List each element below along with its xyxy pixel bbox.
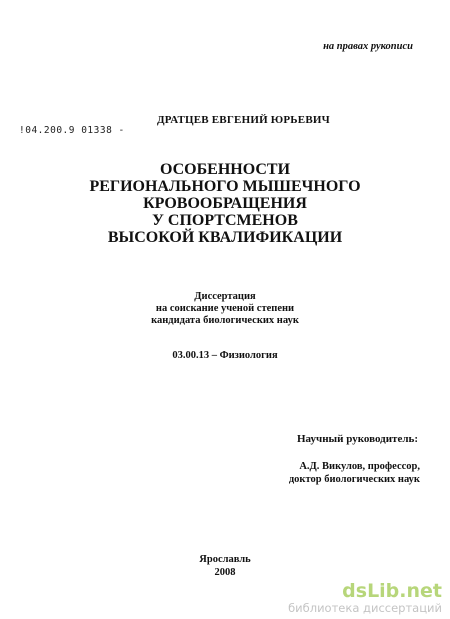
supervisor-label: Научный руководитель:	[297, 433, 418, 445]
title-line: ОСОБЕННОСТИ	[159, 161, 291, 178]
city: Ярославль	[199, 554, 251, 565]
title-line: ВЫСОКОЙ КВАЛИФИКАЦИИ	[107, 229, 343, 246]
watermark-subtitle: библиотека диссертаций	[288, 601, 442, 615]
library-code-stamp: !04.200.9 01338 -	[19, 125, 125, 136]
watermark-logo: dsLib.net	[342, 580, 442, 602]
supervisor-name: А.Д. Викулов, профессор,	[299, 461, 420, 472]
watermark	[288, 581, 442, 615]
title-line: РЕГИОНАЛЬНОГО МЫШЕЧНОГО	[89, 178, 361, 195]
author-name: ДРАТЦЕВ ЕВГЕНИЙ ЮРЬЕВИЧ	[157, 114, 330, 126]
dissertation-line: кандидата биологических наук	[151, 315, 299, 326]
supervisor-info	[0, 460, 420, 486]
dissertation-line: Диссертация	[194, 291, 256, 302]
title-line: КРОВООБРАЩЕНИЯ	[143, 195, 307, 212]
title-line: У СПОРТСМЕНОВ	[152, 212, 298, 229]
supervisor-degree: доктор биологических наук	[288, 474, 420, 485]
dissertation-description	[0, 291, 450, 327]
dissertation-line: на соискание ученой степени	[155, 303, 295, 314]
year: 2008	[214, 567, 236, 578]
rights-note: на правах рукописи	[323, 41, 413, 52]
thesis-title	[0, 161, 450, 246]
specialty-code: 03.00.13 – Физиология	[172, 350, 278, 361]
city-year	[0, 553, 450, 579]
